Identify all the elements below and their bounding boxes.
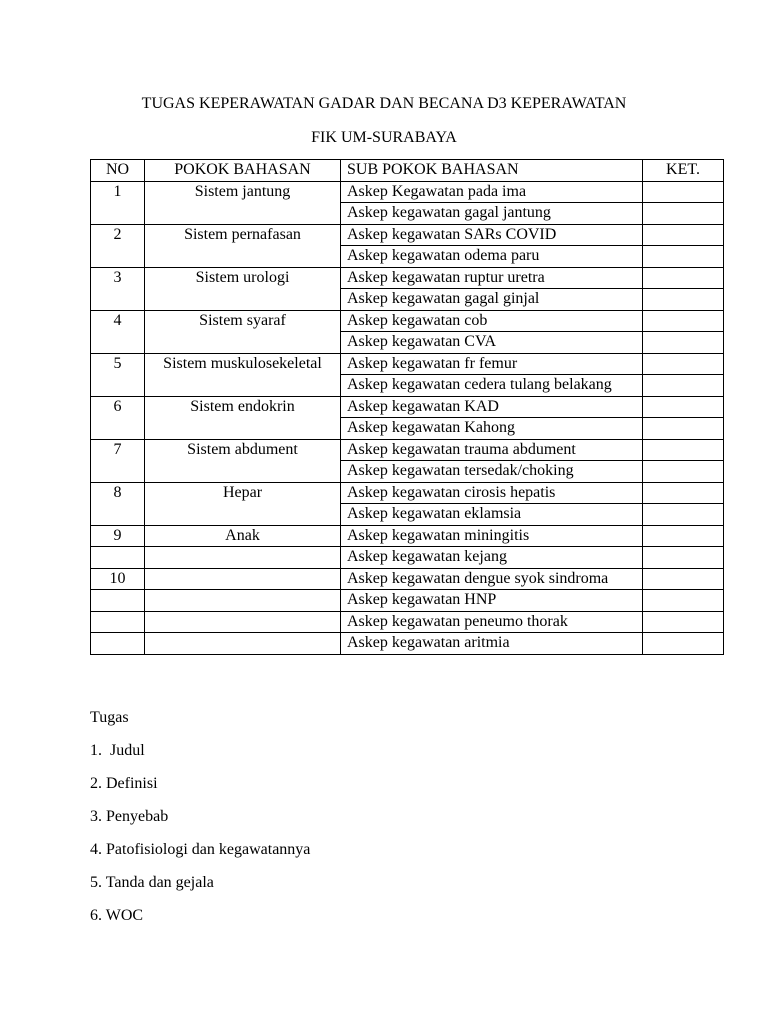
- cell-ket: [643, 353, 724, 375]
- cell-ket: [643, 504, 724, 526]
- table-row: [91, 181, 724, 203]
- cell-pokok-bahasan: [145, 633, 341, 655]
- task-item: 3. Penyebab: [90, 808, 169, 825]
- cell-sub-pokok-bahasan: Askep kegawatan SARs COVID: [341, 224, 643, 246]
- task-item: 6. WOC: [90, 907, 144, 924]
- cell-ket: [643, 246, 724, 268]
- cell-no: 6: [91, 396, 145, 439]
- cell-sub-pokok-bahasan: Askep Kegawatan pada ima: [341, 181, 643, 203]
- table-row: [91, 633, 724, 655]
- table-row: [91, 224, 724, 246]
- cell-pokok-bahasan: [145, 547, 341, 569]
- task-item: 5. Tanda dan gejala: [90, 874, 214, 891]
- table-row: [91, 353, 724, 375]
- cell-ket: [643, 439, 724, 461]
- cell-sub-pokok-bahasan: Askep kegawatan miningitis: [341, 525, 643, 547]
- cell-ket: [643, 633, 724, 655]
- cell-no: 9: [91, 525, 145, 547]
- cell-sub-pokok-bahasan: Askep kegawatan ruptur uretra: [341, 267, 643, 289]
- table-header-row: [91, 160, 724, 182]
- table-row: [91, 396, 724, 418]
- table-row: [91, 547, 724, 569]
- header-sub-pokok-bahasan: SUB POKOK BAHASAN: [341, 160, 643, 182]
- cell-ket: [643, 568, 724, 590]
- cell-sub-pokok-bahasan: Askep kegawatan gagal ginjal: [341, 289, 643, 311]
- cell-sub-pokok-bahasan: Askep kegawatan cob: [341, 310, 643, 332]
- table-row: [91, 267, 724, 289]
- cell-ket: [643, 396, 724, 418]
- cell-sub-pokok-bahasan: Askep kegawatan HNP: [341, 590, 643, 612]
- table-row: [91, 525, 724, 547]
- cell-pokok-bahasan: Anak: [145, 525, 341, 547]
- document-subtitle: FIK UM-SURABAYA: [311, 129, 457, 146]
- cell-sub-pokok-bahasan: Askep kegawatan aritmia: [341, 633, 643, 655]
- cell-sub-pokok-bahasan: Askep kegawatan eklamsia: [341, 504, 643, 526]
- cell-ket: [643, 203, 724, 225]
- table-row: [91, 568, 724, 590]
- cell-sub-pokok-bahasan: Askep kegawatan cedera tulang belakang: [341, 375, 643, 397]
- cell-pokok-bahasan: Sistem syaraf: [145, 310, 341, 353]
- cell-sub-pokok-bahasan: Askep kegawatan gagal jantung: [341, 203, 643, 225]
- cell-sub-pokok-bahasan: Askep kegawatan kejang: [341, 547, 643, 569]
- cell-pokok-bahasan: [145, 611, 341, 633]
- cell-pokok-bahasan: Sistem jantung: [145, 181, 341, 224]
- header-no: NO: [91, 160, 145, 182]
- cell-pokok-bahasan: [145, 590, 341, 612]
- cell-ket: [643, 611, 724, 633]
- task-item: 1. Judul: [90, 742, 145, 759]
- cell-no: 8: [91, 482, 145, 525]
- header-ket: KET.: [643, 160, 724, 182]
- cell-ket: [643, 547, 724, 569]
- cell-no: [91, 633, 145, 655]
- table-body: [91, 181, 724, 654]
- cell-pokok-bahasan: Hepar: [145, 482, 341, 525]
- table-row: [91, 482, 724, 504]
- cell-ket: [643, 418, 724, 440]
- cell-no: 1: [91, 181, 145, 224]
- cell-sub-pokok-bahasan: Askep kegawatan peneumo thorak: [341, 611, 643, 633]
- tasks-section: [90, 708, 310, 939]
- cell-sub-pokok-bahasan: Askep kegawatan odema paru: [341, 246, 643, 268]
- cell-no: 4: [91, 310, 145, 353]
- cell-pokok-bahasan: Sistem muskulosekeletal: [145, 353, 341, 396]
- header-pokok-bahasan: POKOK BAHASAN: [145, 160, 341, 182]
- cell-sub-pokok-bahasan: Askep kegawatan cirosis hepatis: [341, 482, 643, 504]
- table-row: [91, 310, 724, 332]
- cell-ket: [643, 310, 724, 332]
- cell-ket: [643, 181, 724, 203]
- task-item: 4. Patofisiologi dan kegawatannya: [90, 841, 311, 858]
- cell-sub-pokok-bahasan: Askep kegawatan tersedak/choking: [341, 461, 643, 483]
- cell-ket: [643, 525, 724, 547]
- cell-no: 5: [91, 353, 145, 396]
- cell-pokok-bahasan: Sistem urologi: [145, 267, 341, 310]
- cell-pokok-bahasan: [145, 568, 341, 590]
- cell-sub-pokok-bahasan: Askep kegawatan Kahong: [341, 418, 643, 440]
- table-row: [91, 611, 724, 633]
- table-row: [91, 439, 724, 461]
- cell-sub-pokok-bahasan: Askep kegawatan KAD: [341, 396, 643, 418]
- cell-pokok-bahasan: Sistem pernafasan: [145, 224, 341, 267]
- cell-ket: [643, 482, 724, 504]
- cell-no: 2: [91, 224, 145, 267]
- cell-no: [91, 611, 145, 633]
- cell-sub-pokok-bahasan: Askep kegawatan trauma abdument: [341, 439, 643, 461]
- cell-no: 3: [91, 267, 145, 310]
- task-item: 2. Definisi: [90, 775, 158, 792]
- cell-sub-pokok-bahasan: Askep kegawatan fr femur: [341, 353, 643, 375]
- cell-ket: [643, 375, 724, 397]
- table-row: [91, 590, 724, 612]
- document-title: TUGAS KEPERAWATAN GADAR DAN BECANA D3 KEPERAWATAN: [141, 95, 627, 112]
- cell-no: 10: [91, 568, 145, 590]
- cell-pokok-bahasan: Sistem endokrin: [145, 396, 341, 439]
- cell-no: 7: [91, 439, 145, 482]
- tasks-heading: Tugas: [90, 709, 129, 726]
- cell-pokok-bahasan: Sistem abdument: [145, 439, 341, 482]
- cell-ket: [643, 224, 724, 246]
- cell-no: [91, 590, 145, 612]
- topics-table: [90, 159, 724, 655]
- cell-ket: [643, 461, 724, 483]
- cell-sub-pokok-bahasan: Askep kegawatan CVA: [341, 332, 643, 354]
- cell-ket: [643, 332, 724, 354]
- cell-ket: [643, 267, 724, 289]
- cell-ket: [643, 590, 724, 612]
- cell-no: [91, 547, 145, 569]
- cell-ket: [643, 289, 724, 311]
- cell-sub-pokok-bahasan: Askep kegawatan dengue syok sindroma: [341, 568, 643, 590]
